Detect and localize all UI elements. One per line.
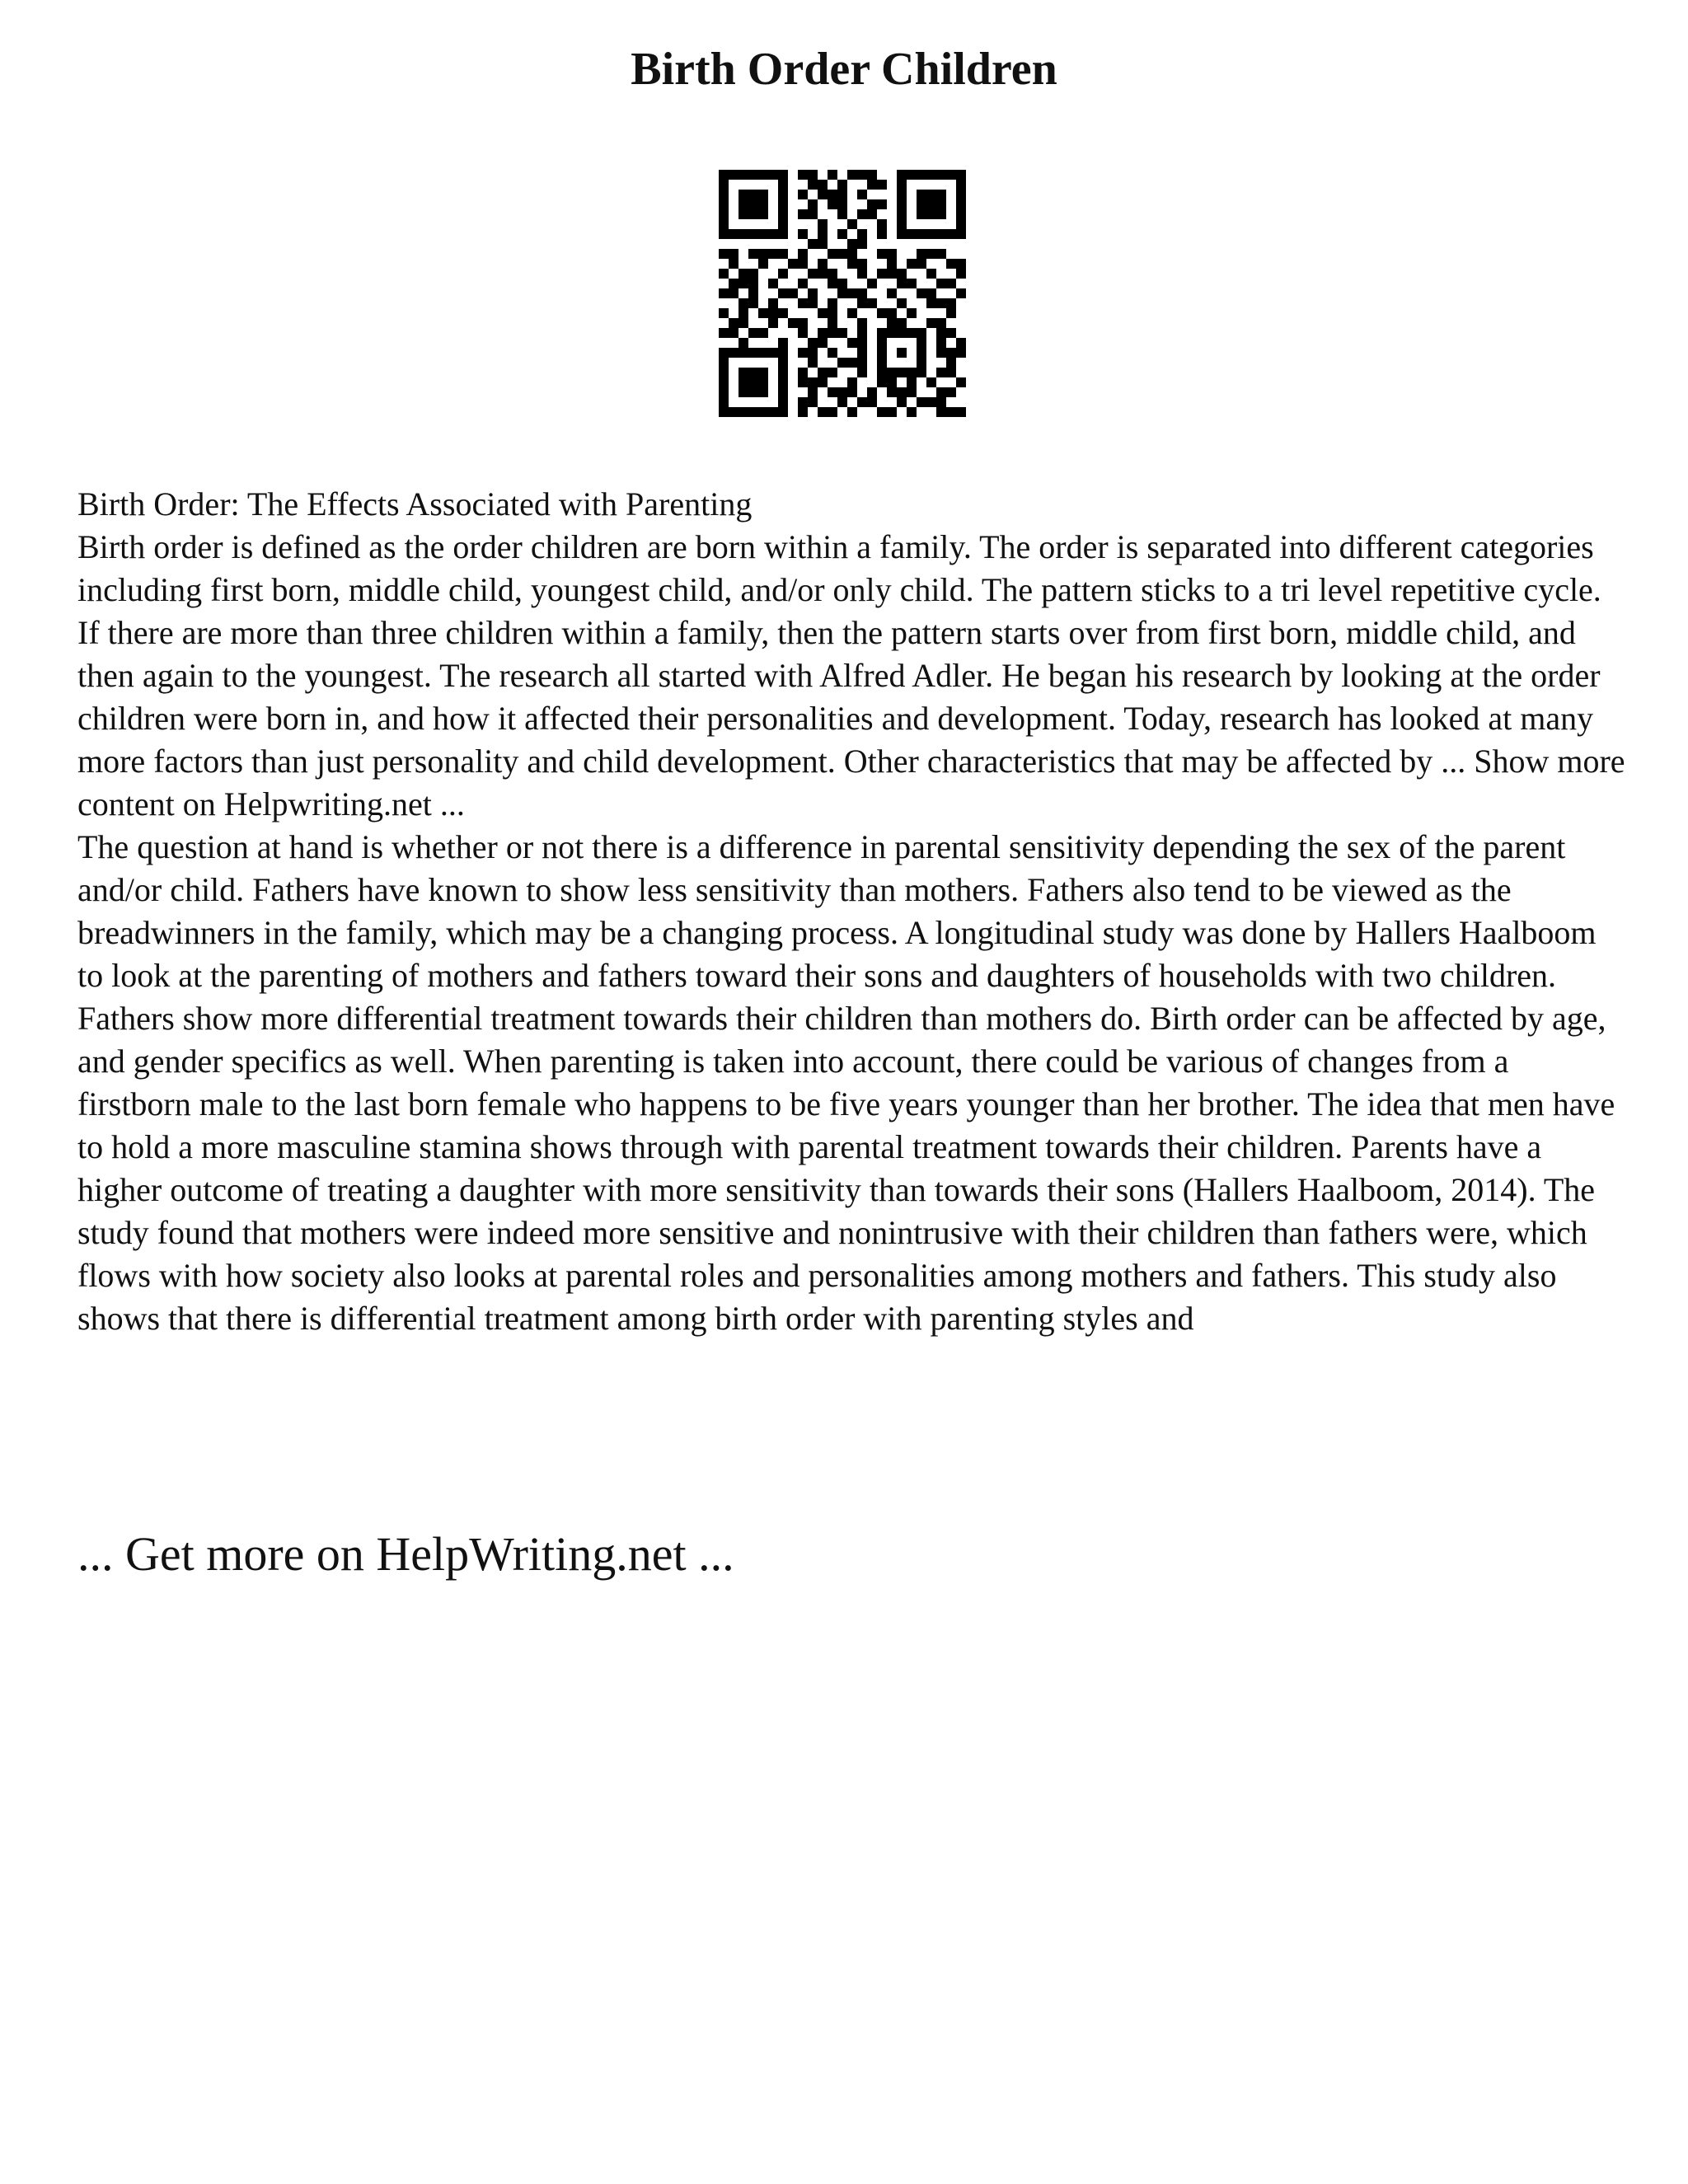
qr-code-icon xyxy=(719,170,966,417)
article-subtitle: Birth Order: The Effects Associated with Parenting xyxy=(77,485,753,523)
page-title: Birth Order Children xyxy=(631,44,1057,95)
article-body xyxy=(77,483,1627,1340)
get-more-link[interactable]: ... Get more on HelpWriting.net ... xyxy=(77,1527,734,1581)
article-paragraph: Birth order is defined as the order children are born within a family. The order is separated into different categories including first born, middle child, youngest child, and/or only child. The pattern sticks to a tri level repetitive cycle. If there are more than three children within a family, then the pattern starts over from first born, middle child, and then again to the youngest. The research all started with Alfred Adler. He began his research by looking at the order children were born in, and how it affected their personalities and development. Today, research has looked at many more factors than just personality and child development. Other characteristics that may be affected by ... Show more content on Helpwriting.net ... xyxy=(77,528,1625,823)
article-paragraph: The question at hand is whether or not there is a difference in parental sensitivity depending the sex of the parent and/or child. Fathers have known to show less sensitivity than mothers. Fathers also tend to be viewed as the breadwinners in the family, which may be a changing process. A longitudinal study was done by Hallers Haalboom to look at the parenting of mothers and fathers toward their sons and daughters of households with two children. Fathers show more differential treatment towards their children than mothers do. Birth order can be affected by age, and gender specifics as well. When parenting is taken into account, there could be various of changes from a firstborn male to the last born female who happens to be five years younger than her brother. The idea that men have to hold a more masculine stamina shows through with parental treatment towards their children. Parents have a higher outcome of treating a daughter with more sensitivity than towards their sons (Hallers Haalboom, 2014). The study found that mothers were indeed more sensitive and nonintrusive with their children than fathers were, which flows with how society also looks at parental roles and personalities among mothers and fathers. This study also shows that there is differential treatment among birth order with parenting styles and xyxy=(77,828,1615,1337)
